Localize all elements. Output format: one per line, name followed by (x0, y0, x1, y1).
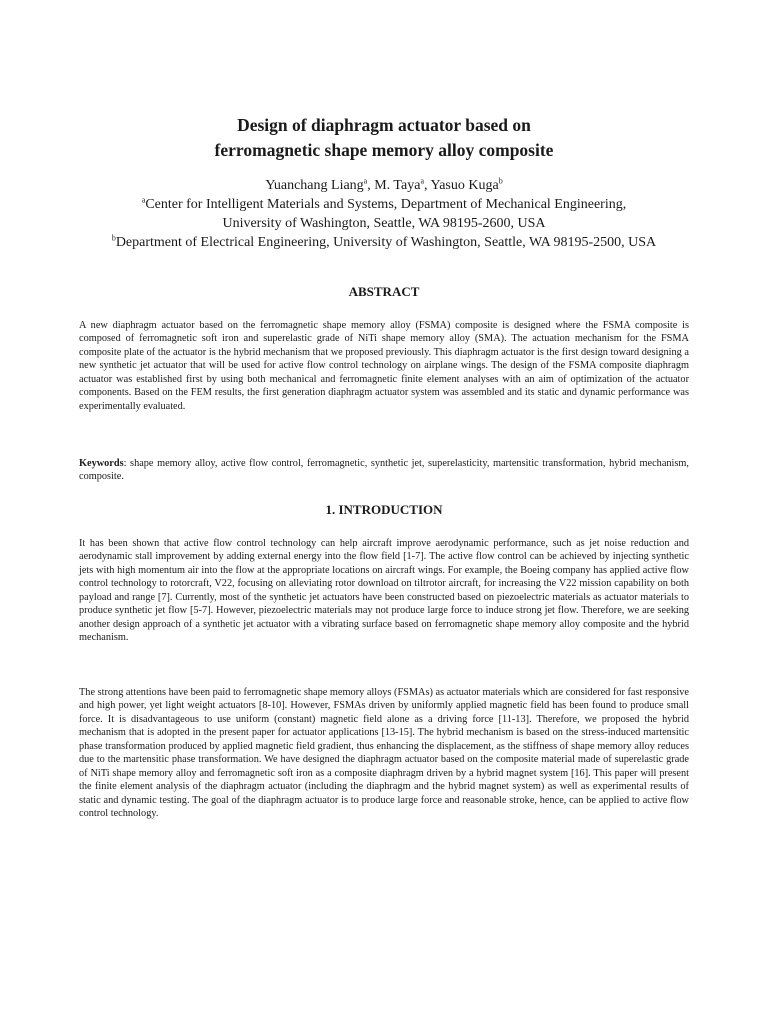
affiliation-b-line (0, 233, 768, 252)
affiliation-a-line-1 (0, 195, 768, 214)
title-line-1: Design of diaphragm actuator based on (237, 115, 531, 135)
keywords-label: Keywords (79, 458, 124, 469)
introduction-paragraph-2: The strong attentions have been paid to ferromagnetic shape memory alloys (FSMAs) as actuator materials which are considered for fast responsive and high power, yet light weight actuators [8-10]. However, FSMAs driven by uniformly applied magnetic field has been found to produce small force. It is disadvantageous to use uniform (constant) magnetic field alone as a driving force [11-13]. Therefore, we proposed the hybrid mechanism that is adopted in the present paper for actuator applications [13-15]. The hybrid mechanism is based on the stress-induced martensitic phase transformation produced by applied magnetic field gradient, thus enhancing the displacement, as the stiffness of shape memory alloy reduces due to the martensitic phase transformation. We have designed the diaphragm actuator based on the composite material made of superelastic grade of NiTi shape memory alloy and ferromagnetic soft iron as a composite diaphragm driven by a hybrid magnet system [16]. This paper will present the finite element analysis of the diaphragm actuator (including the diaphragm and the hybrid magnet system) as well as experimental results of static and dynamic testing. The goal of the diaphragm actuator is to produce large force and reasonable stroke, hence, can be applied to active flow control technology. (79, 687, 689, 820)
introduction-heading: 1. INTRODUCTION (325, 502, 443, 517)
introduction-paragraph-1: It has been shown that active flow control technology can help aircraft improve aerodynamic performance, such as jet noise reduction and aerodynamic stall improvement by adding external energy into the flow field [1-7]. The active flow control can be achieved by injecting synthetic jets with high momentum air into the flow at the appropriate locations on aircraft wings. For example, the Boeing company has applied active flow control technology to rotorcraft, V22, focusing on alleviating rotor download on tiltrotor aircraft, for increasing the V22 mission capability on both payload and range [7]. Currently, most of the synthetic jet actuators have been constructed based on piezoelectric materials as actuator materials to produce synthetic jet flow [5-7]. However, piezoelectric materials may not produce large force to induce strong jet flow. Therefore, we are seeking another design approach of a synthetic jet actuator with a vibrating surface based on ferromagnetic shape memory alloy composite and the hybrid mechanism. (79, 538, 689, 644)
affiliation-a-sup: a (141, 195, 146, 205)
author-name-1: Yuanchang Liang (265, 178, 364, 193)
title-line-2: ferromagnetic shape memory alloy composite (214, 140, 554, 160)
affiliation-a-text-1: Center for Intelligent Materials and Systems, Department of Mechanical Engineering, (145, 197, 627, 212)
author-sup-1: a (363, 176, 368, 186)
abstract-heading: ABSTRACT (348, 284, 420, 299)
author-list (0, 176, 768, 195)
author-name-2: , M. Taya (367, 178, 421, 193)
affiliation-b-sup: b (111, 233, 116, 243)
abstract-text: A new diaphragm actuator based on the ferromagnetic shape memory alloy (FSMA) composite is designed where the FSMA composite is composed of ferromagnetic soft iron and superelastic grade of NiTi shape memory alloy (SMA). The actuation mechanism for the FSMA composite plate of the actuator is the hybrid mechanism that we proposed previously. This diaphragm actuator is the first design toward designing a new synthetic jet actuator that will be used for active flow control technology on airplane wings. The design of the FSMA composite diaphragm actuator was established first by using both mechanical and ferromagnetic finite element analyses with an aim of optimization of the actuator components. Based on the FEM results, the first generation diaphragm actuator system was assembled and its static and dynamic performance was experimentally evaluated. (79, 320, 689, 412)
author-sup-2: a (420, 176, 424, 186)
paper-title (0, 113, 768, 163)
keywords-paragraph (79, 457, 689, 484)
author-sup-3: b (498, 176, 503, 186)
affiliation-b-text: Department of Electrical Engineering, University of Washington, Seattle, WA 98195-2500, USA (115, 235, 657, 250)
author-name-3: , Yasuo Kuga (424, 178, 499, 193)
affiliation-a-line-2: University of Washington, Seattle, WA 98195-2600, USA (222, 216, 546, 231)
keywords-text: : shape memory alloy, active flow control, ferromagnetic, synthetic jet, superelasticity, martensitic transformation, hybrid mechanism, composite. (79, 458, 689, 483)
author-block (0, 176, 768, 252)
